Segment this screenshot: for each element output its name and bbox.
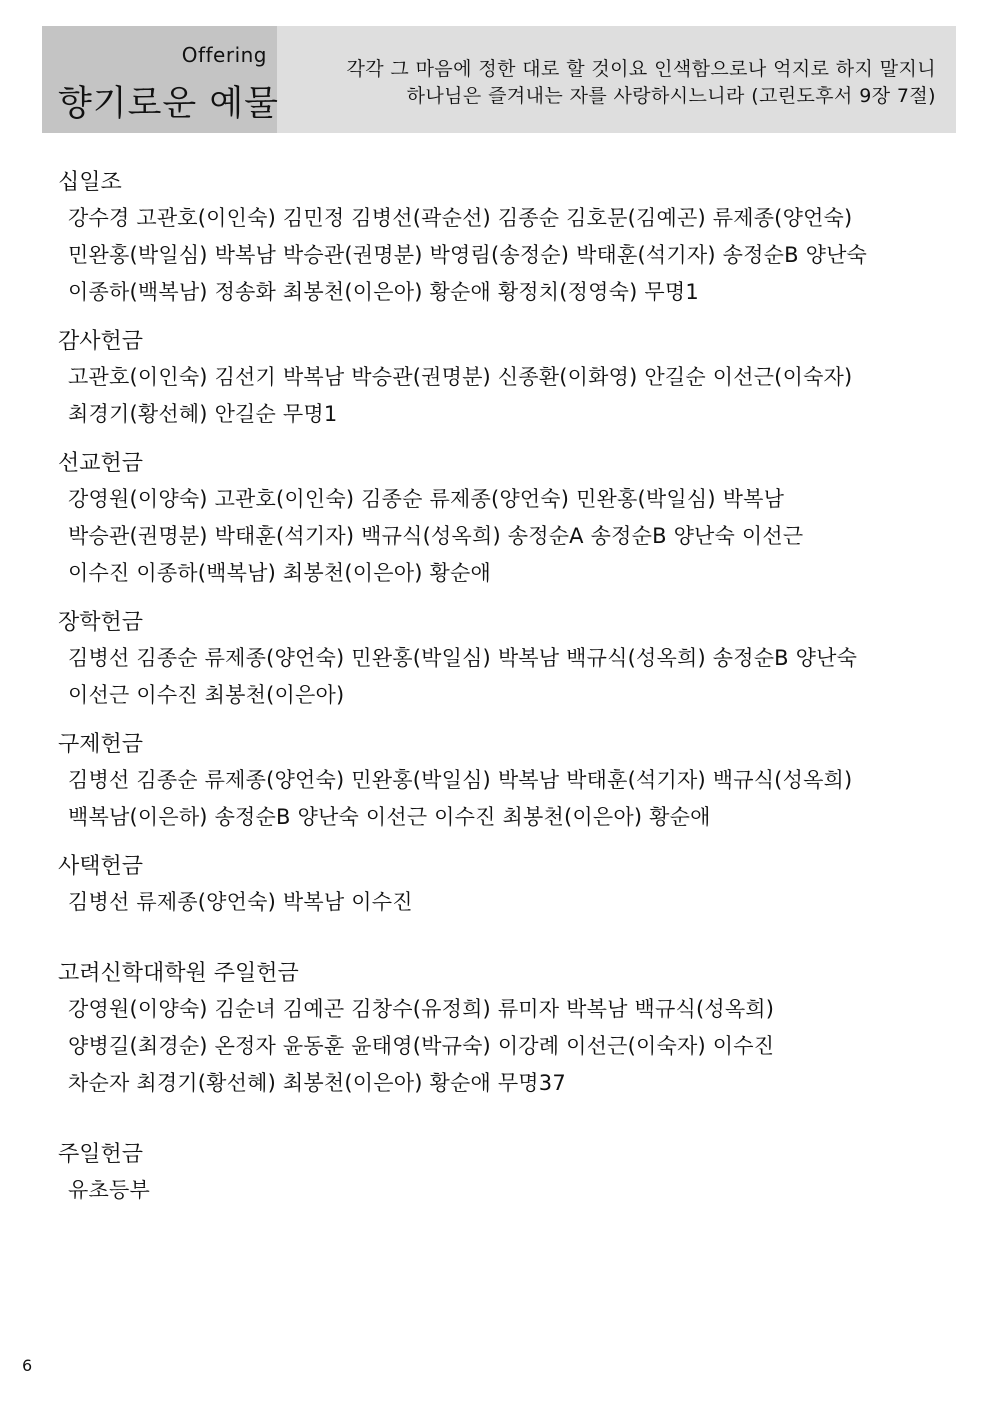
name-list	[58, 200, 938, 311]
section-title: 주일헌금	[58, 1142, 144, 1167]
section-title: 선교헌금	[58, 451, 144, 476]
verse-line-1: 각각 그 마음에 정한 대로 할 것이요 인색함으로나 억지로 하지 말지니	[346, 58, 936, 80]
page-number: 6	[22, 1356, 33, 1375]
section-scholarship	[58, 608, 938, 714]
name-line: 이선근 이수진 최봉천(이은아)	[68, 683, 345, 707]
section-parsonage	[58, 852, 938, 921]
section-relief	[58, 730, 938, 836]
section-sunday	[58, 1140, 938, 1209]
name-line: 김병선 김종순 류제종(양언숙) 민완홍(박일심) 박복남 백규식(성옥희) 송정순B 양난숙	[68, 646, 858, 670]
title-english: Offering	[181, 43, 267, 67]
name-line: 강수경 고관호(이인숙) 김민정 김병선(곽순선) 김종순 김호문(김예곤) 류제종(양언숙)	[68, 206, 853, 230]
name-list	[58, 640, 938, 714]
offering-list	[58, 168, 938, 1225]
name-list	[58, 884, 938, 921]
name-line: 박승관(권명분) 박태훈(석기자) 백규식(성옥희) 송정순A 송정순B 양난숙 이선근	[68, 524, 804, 548]
section-title: 사택헌금	[58, 854, 144, 879]
name-line: 김병선 류제종(양언숙) 박복남 이수진	[68, 890, 413, 914]
name-line: 최경기(황선혜) 안길순 무명1	[68, 402, 338, 426]
section-title: 감사헌금	[58, 329, 144, 354]
name-line: 민완홍(박일심) 박복남 박승관(권명분) 박영림(송정순) 박태훈(석기자) 송정순B 양난숙	[68, 243, 868, 267]
name-line: 강영원(이양숙) 고관호(이인숙) 김종순 류제종(양언숙) 민완홍(박일심) 박복남	[68, 487, 785, 511]
page-header	[42, 26, 956, 133]
name-list	[58, 762, 938, 836]
bible-verse	[286, 56, 936, 110]
name-line: 김병선 김종순 류제종(양언숙) 민완홍(박일심) 박복남 박태훈(석기자) 백규식(성옥희)	[68, 768, 853, 792]
name-line: 차순자 최경기(황선혜) 최봉천(이은아) 황순애 무명37	[68, 1071, 566, 1095]
name-line: 이수진 이종하(백복남) 최봉천(이은아) 황순애	[68, 561, 491, 585]
name-list	[58, 481, 938, 592]
page-title: 향기로운 예물	[58, 84, 279, 124]
name-line: 양병길(최경순) 온정자 윤동훈 윤태영(박규숙) 이강례 이선근(이숙자) 이수진	[68, 1034, 775, 1058]
name-line: 이종하(백복남) 정송화 최봉천(이은아) 황순애 황정치(정영숙) 무명1	[68, 280, 699, 304]
name-line: 유초등부	[68, 1178, 150, 1202]
name-list	[58, 1172, 938, 1209]
section-missions	[58, 449, 938, 592]
section-title: 고려신학대학원 주일헌금	[58, 961, 299, 986]
section-title: 십일조	[58, 170, 122, 195]
section-thanksgiving	[58, 327, 938, 433]
section-title: 구제헌금	[58, 732, 144, 757]
name-list	[58, 359, 938, 433]
verse-line-2: 하나님은 즐겨내는 자를 사랑하시느니라 (고린도후서 9장 7절)	[406, 85, 936, 107]
section-seminary-sunday	[58, 959, 938, 1102]
name-line: 백복남(이은하) 송정순B 양난숙 이선근 이수진 최봉천(이은아) 황순애	[68, 805, 711, 829]
title-box	[42, 26, 277, 133]
name-list	[58, 991, 938, 1102]
section-title: 장학헌금	[58, 610, 144, 635]
name-line: 고관호(이인숙) 김선기 박복남 박승관(권명분) 신종환(이화영) 안길순 이선근(이숙자)	[68, 365, 853, 389]
name-line: 강영원(이양숙) 김순녀 김예곤 김창수(유정희) 류미자 박복남 백규식(성옥희)	[68, 997, 775, 1021]
section-tithe	[58, 168, 938, 311]
